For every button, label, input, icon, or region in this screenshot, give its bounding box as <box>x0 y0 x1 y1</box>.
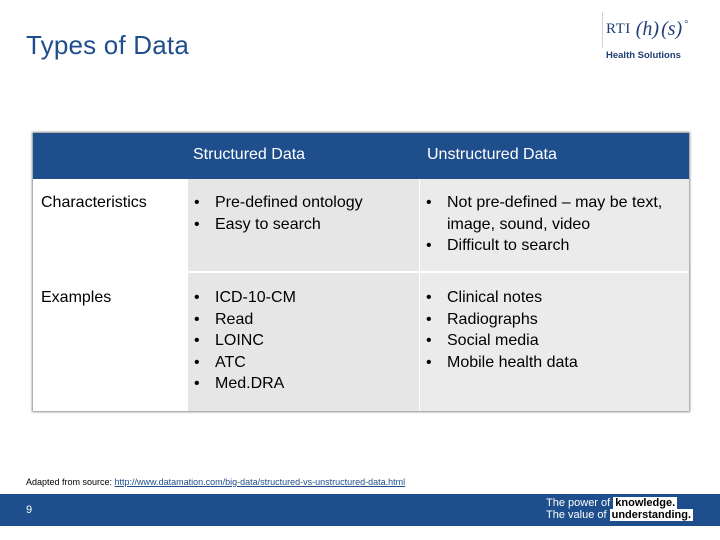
list-item: • Not pre-defined – may be text, image, sound, video <box>423 192 663 235</box>
list-item: • Clinical notes <box>423 287 663 309</box>
list-item: • Read <box>191 309 415 331</box>
row-label-characteristics: Characteristics <box>41 194 147 211</box>
list-item: • Easy to search <box>191 214 415 236</box>
examples-structured <box>191 287 415 395</box>
list-item: • Pre-defined ontology <box>191 192 415 214</box>
list-item: • ATC <box>191 352 415 374</box>
list-item: • LOINC <box>191 330 415 352</box>
row-divider <box>33 271 689 273</box>
tagline-bold-1: knowledge. <box>615 497 676 509</box>
logo-h-text: (h) <box>635 18 660 40</box>
logo-subtitle: Health Solutions <box>606 50 681 61</box>
source-prefix: Adapted from source: <box>26 477 115 487</box>
logo-mark <box>606 18 688 41</box>
table-header-row <box>33 133 689 179</box>
header-structured: Structured Data <box>193 146 306 163</box>
logo-rti-text: RTI <box>606 21 631 37</box>
column-divider <box>187 179 188 411</box>
footer-tagline <box>546 497 693 521</box>
column-divider <box>419 179 420 411</box>
tagline-plain-1: The power of <box>546 497 614 509</box>
data-types-table <box>33 133 689 411</box>
list-item: • Mobile health data <box>423 352 663 374</box>
source-citation <box>26 477 405 487</box>
source-link[interactable]: http://www.datamation.com/big-data/structured-vs-unstructured-data.html <box>114 477 406 487</box>
list-item: • Social media <box>423 330 663 352</box>
list-item: • ICD-10-CM <box>191 287 415 309</box>
slide-title: Types of Data <box>26 30 190 60</box>
list-item: • Med.DRA <box>191 373 415 395</box>
tagline-bold-2: understanding. <box>611 509 692 521</box>
characteristics-unstructured <box>423 192 663 257</box>
rti-health-solutions-logo <box>600 12 700 64</box>
logo-s-text: (s) <box>661 18 683 40</box>
tagline-plain-2: The value of <box>546 509 610 521</box>
characteristics-structured <box>191 192 415 235</box>
row-label-examples: Examples <box>41 289 112 306</box>
header-unstructured: Unstructured Data <box>427 146 557 163</box>
examples-unstructured <box>423 287 663 373</box>
list-item: • Difficult to search <box>423 235 663 257</box>
page-number: 9 <box>26 504 33 516</box>
list-item: • Radiographs <box>423 309 663 331</box>
logo-degree: ° <box>684 19 689 30</box>
